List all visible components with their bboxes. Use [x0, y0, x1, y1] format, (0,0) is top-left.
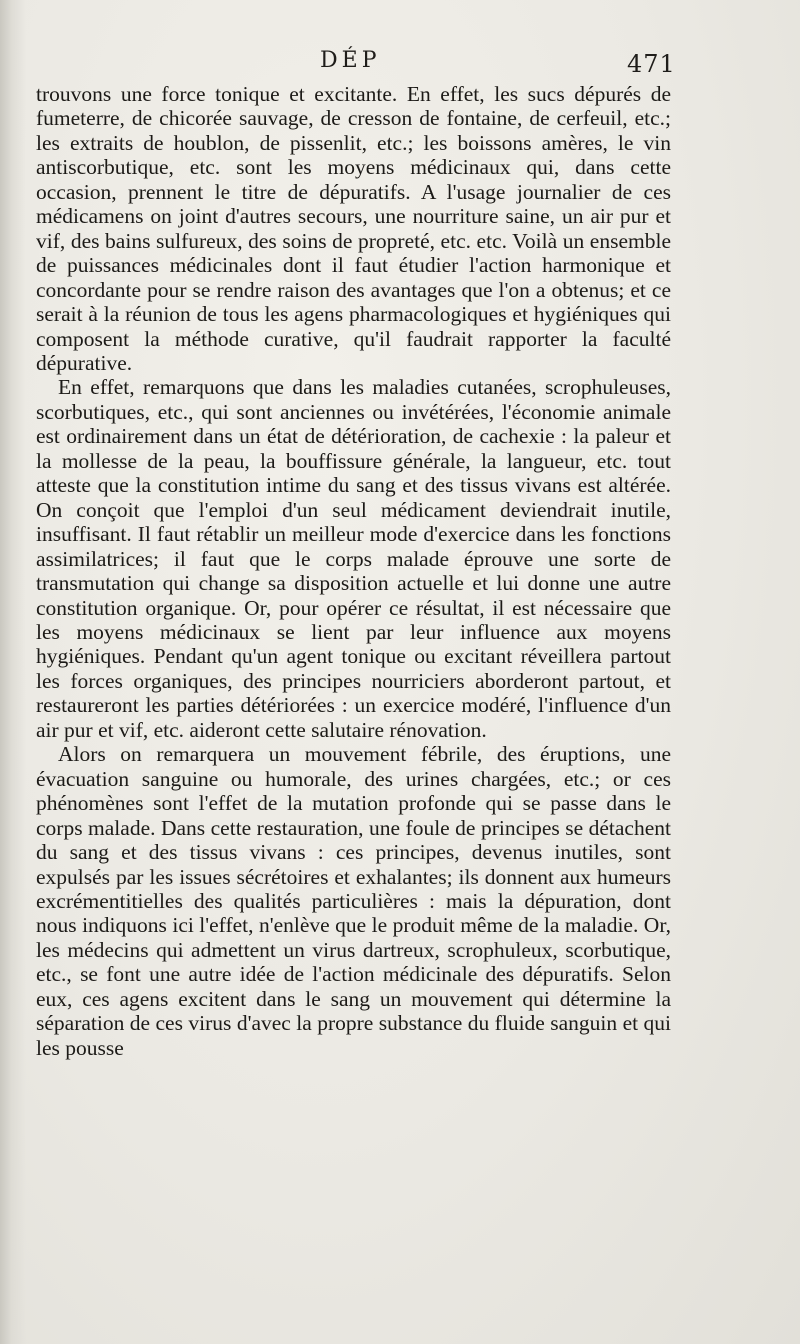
page-number: 471 — [627, 50, 676, 78]
body-text — [36, 82, 671, 1060]
paragraph: En effet, remarquons que dans les maladies cutanées, scrophuleuses, scorbutiques, etc., qui sont anciennes ou invétérées, l'économie animale est ordinairement dans un état de détérioration, de cachexie : la paleur et la mollesse de la peau, la bouffissure générale, la langueur, etc. tout atteste que la constitution intime du sang et des tissus vivans est altérée. On conçoit que l'emploi d'un seul médicament deviendrait inutile, insuffisant. Il faut rétablir un meilleur mode d'exercice dans les fonctions assimilatrices; il faut que le corps malade éprouve une sorte de transmutation qui change sa disposition actuelle et lui donne une autre constitution organique. Or, pour opérer ce résultat, il est nécessaire que les moyens médicinaux se lient par leur influence aux moyens hygiéniques. Pendant qu'un agent tonique ou excitant réveillera partout les forces organiques, des principes nourriciers aborderont partout, et restaureront les parties détériorées : un exercice modéré, l'influence d'un air pur et vif, etc. aideront cette salutaire rénovation. — [36, 375, 671, 742]
paragraph: Alors on remarquera un mouvement fébrile, des éruptions, une évacuation sanguine ou humorale, des urines chargées, etc.; or ces phénomènes sont l'effet de la mutation profonde qui se passe dans le corps malade. Dans cette restauration, une foule de principes se détachent du sang et des tissus vivans : ces principes, devenus inutiles, sont expulsés par les issues sécrétoires et exhalantes; ils donnent aux humeurs excrémentitielles des qualités particulières : mais la dépuration, dont nous indiquons ici l'effet, n'enlève que le produit même de la maladie. Or, les médecins qui admettent un virus dartreux, scrophuleux, scorbutique, etc., se font une autre idée de l'action médicinale des dépuratifs. Selon eux, ces agens excitent dans le sang un mouvement qui détermine la séparation de ces virus d'avec la propre substance du fluide sanguin et qui les pousse — [36, 742, 671, 1060]
running-head-title: DÉP — [320, 48, 381, 73]
running-head — [0, 44, 800, 84]
binding-gutter-shadow — [0, 0, 26, 1344]
paragraph-continued: trouvons une force tonique et excitante. En effet, les sucs dépurés de fumeterre, de chicorée sauvage, de cresson de fontaine, de cerfeuil, etc.; les extraits de houblon, de pissenlit, etc.; les boissons amères, le vin antiscorbutique, etc. sont les moyens médicinaux qui, dans cette occasion, prennent le titre de dépuratifs. A l'usage journalier de ces médicamens on joint d'autres secours, une nourriture saine, un air pur et vif, des bains sulfureux, des soins de propreté, etc. etc. Voilà un ensemble de puissances médicinales dont il faut étudier l'action harmonique et concordante pour se rendre raison des avantages que l'on a obtenus; et ce serait à la réunion de tous les agens pharmacologiques et hygiéniques qui composent la méthode curative, qu'il faudrait rapporter la faculté dépurative. — [36, 82, 671, 375]
